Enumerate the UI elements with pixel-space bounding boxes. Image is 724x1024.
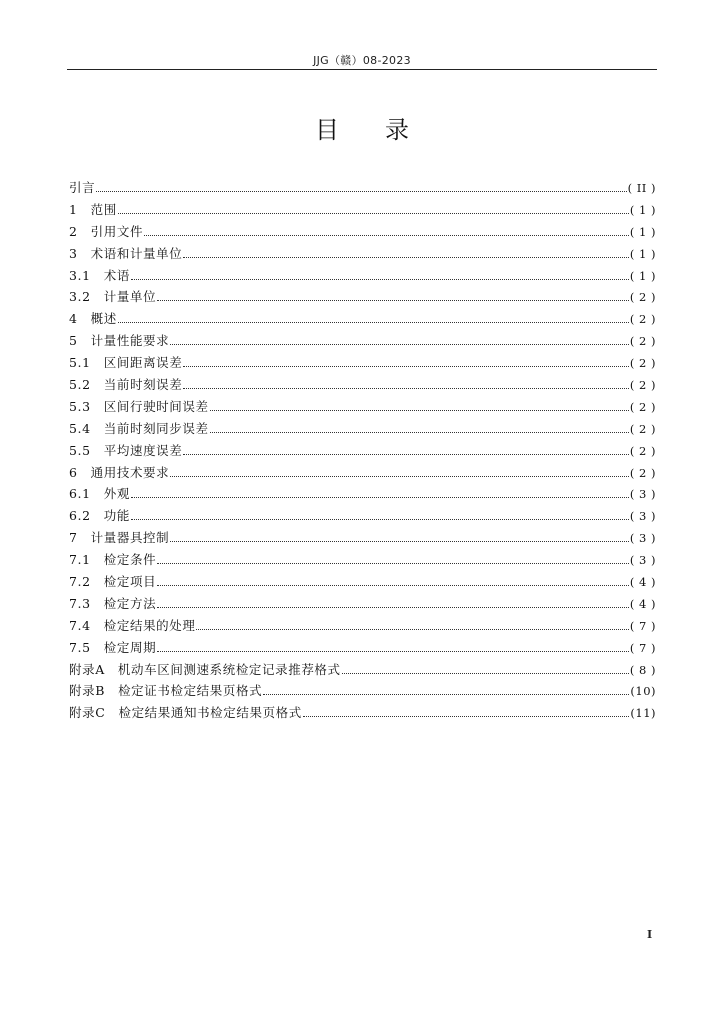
toc-entry-page: ( 2 ) [629, 399, 656, 414]
page-title: 目录 [315, 116, 455, 144]
toc-entry-label: 1 范围 [69, 201, 117, 217]
toc-entry-label: 3 术语和计量单位 [69, 245, 183, 261]
toc-entry-page: ( 1 ) [629, 224, 656, 239]
toc-entry-page: ( 2 ) [629, 312, 656, 327]
toc-entry[interactable] [69, 374, 656, 396]
toc-entry-page: ( 2 ) [629, 443, 656, 458]
toc-entry[interactable] [69, 265, 656, 287]
toc-entry-page: ( 4 ) [629, 575, 656, 590]
toc-entry[interactable] [69, 221, 656, 243]
toc-entry-page: ( 3 ) [629, 509, 656, 524]
toc-entry-label: 附录B 检定证书检定结果页格式 [69, 683, 263, 699]
dot-leader [342, 673, 629, 674]
toc-entry[interactable] [69, 330, 656, 352]
toc-entry-page: ( 4 ) [629, 596, 656, 611]
toc-entry-page: ( 2 ) [629, 465, 656, 480]
toc-entry-page: ( 3 ) [629, 487, 656, 502]
toc-entry-label: 7.3 检定方法 [69, 595, 157, 611]
toc-entry[interactable] [69, 680, 656, 702]
dot-leader [170, 344, 629, 345]
toc-entry-page: ( 3 ) [629, 531, 656, 546]
toc-entry-label: 7.1 检定条件 [69, 552, 157, 568]
toc-entry-page: ( 2 ) [629, 334, 656, 349]
toc-entry[interactable] [69, 615, 656, 637]
toc-entry-page: ( 7 ) [629, 640, 656, 655]
dot-leader [131, 497, 629, 498]
toc-entry-page: ( 2 ) [629, 290, 656, 305]
toc-entry-label: 7 计量器具控制 [69, 530, 170, 546]
toc-entry-page: ( 3 ) [629, 553, 656, 568]
toc-entry-label: 7.5 检定周期 [69, 639, 157, 655]
dot-leader [170, 541, 629, 542]
dot-leader [157, 300, 629, 301]
toc-entry-label: 3.1 术语 [69, 267, 130, 283]
toc-entry-label: 3.2 计量单位 [69, 289, 157, 305]
toc-entry[interactable] [69, 593, 656, 615]
dot-leader [183, 257, 629, 258]
toc-entry[interactable] [69, 352, 656, 374]
dot-leader [157, 607, 629, 608]
header-divider [67, 69, 657, 70]
dot-leader [183, 366, 629, 367]
dot-leader [263, 694, 629, 695]
toc-entry-label: 7.2 检定项目 [69, 574, 157, 590]
dot-leader [157, 563, 629, 564]
toc-entry-label: 附录A 机动车区间测速系统检定记录推荐格式 [69, 661, 341, 677]
page-number: I [647, 928, 653, 941]
toc-entry[interactable] [69, 659, 656, 681]
toc-entry-page: ( 2 ) [629, 378, 656, 393]
toc-entry-label: 5.3 区间行驶时间误差 [69, 398, 209, 414]
running-header: JJG（赣）08-2023 [313, 54, 411, 67]
toc-entry-page: ( 8 ) [629, 662, 656, 677]
toc-entry[interactable] [69, 177, 656, 199]
table-of-contents [69, 177, 656, 724]
toc-entry-label: 5 计量性能要求 [69, 333, 170, 349]
dot-leader [118, 322, 629, 323]
toc-entry-label: 附录C 检定结果通知书检定结果页格式 [69, 705, 302, 721]
toc-entry[interactable] [69, 549, 656, 571]
dot-leader [183, 454, 629, 455]
toc-entry-label: 5.2 当前时刻误差 [69, 377, 183, 393]
toc-entry[interactable] [69, 702, 656, 724]
toc-entry[interactable] [69, 571, 656, 593]
toc-entry[interactable] [69, 637, 656, 659]
dot-leader [144, 235, 629, 236]
toc-entry-label: 2 引用文件 [69, 223, 144, 239]
toc-entry-label: 5.1 区间距离误差 [69, 355, 183, 371]
toc-entry[interactable] [69, 199, 656, 221]
dot-leader [131, 519, 629, 520]
toc-entry-label: 6 通用技术要求 [69, 464, 170, 480]
dot-leader [210, 432, 629, 433]
toc-entry-page: ( 7 ) [629, 618, 656, 633]
dot-leader [196, 629, 628, 630]
toc-entry[interactable] [69, 505, 656, 527]
dot-leader [131, 279, 629, 280]
toc-entry-page: ( 2 ) [629, 421, 656, 436]
toc-entry-label: 4 概述 [69, 311, 117, 327]
toc-entry[interactable] [69, 440, 656, 462]
toc-entry-page: (11) [630, 706, 656, 721]
toc-entry-page: ( II ) [627, 181, 656, 195]
dot-leader [157, 585, 629, 586]
toc-entry[interactable] [69, 483, 656, 505]
toc-entry[interactable] [69, 462, 656, 484]
toc-entry-label: 6.1 外观 [69, 486, 130, 502]
toc-entry[interactable] [69, 527, 656, 549]
toc-entry[interactable] [69, 243, 656, 265]
toc-entry-page: ( 1 ) [629, 268, 656, 283]
toc-entry-label: 引言 [69, 180, 96, 195]
toc-entry[interactable] [69, 308, 656, 330]
dot-leader [210, 410, 629, 411]
toc-entry[interactable] [69, 396, 656, 418]
toc-entry-page: ( 2 ) [629, 356, 656, 371]
toc-entry-label: 5.5 平均速度误差 [69, 442, 183, 458]
dot-leader [118, 213, 629, 214]
dot-leader [170, 476, 629, 477]
toc-entry-page: ( 1 ) [629, 202, 656, 217]
dot-leader [183, 388, 629, 389]
toc-entry-page: (10) [630, 684, 656, 699]
toc-entry-label: 7.4 检定结果的处理 [69, 617, 196, 633]
toc-entry[interactable] [69, 286, 656, 308]
toc-entry-label: 6.2 功能 [69, 508, 130, 524]
toc-entry[interactable] [69, 418, 656, 440]
dot-leader [96, 191, 626, 192]
dot-leader [303, 716, 630, 717]
toc-entry-label: 5.4 当前时刻同步误差 [69, 420, 209, 436]
dot-leader [157, 651, 629, 652]
toc-entry-page: ( 1 ) [629, 246, 656, 261]
